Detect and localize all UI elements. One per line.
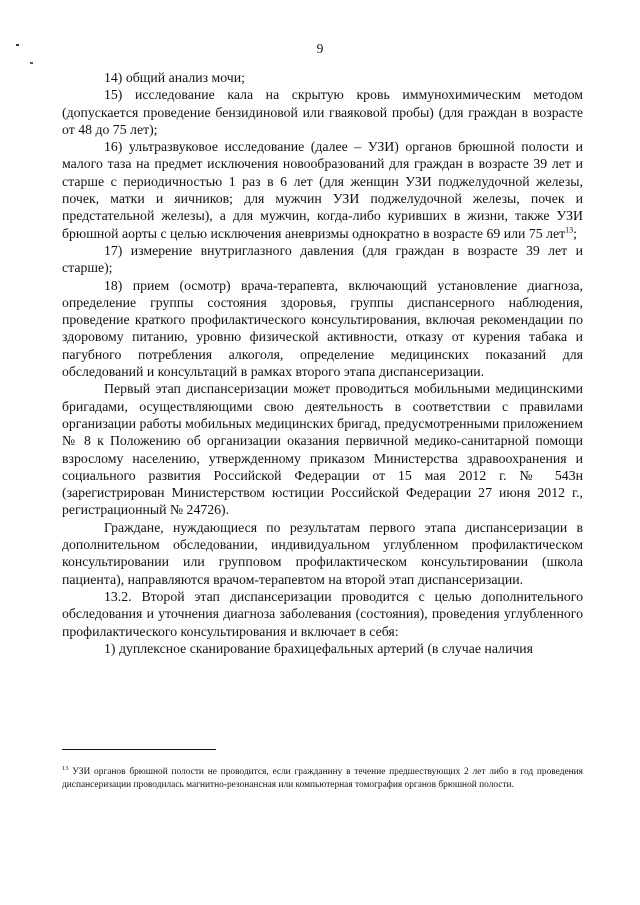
list-item-16: 16) ультразвуковое исследование (далее – УЗИ) органов брюшной полости и малого таза на предмет исключения новообразований для граждан в возрасте 39 лет и старше с периодичностью 1 раз в 6 лет (для женщин УЗИ поджелудочной железы, почек, матки и яичников; для мужчин УЗИ поджелудочной железы, почек и предстательной железы), а для мужчин, когда-либо куривших в жизни, также УЗИ брюшной аорты с целью исключения аневризмы однократно в возрасте 69 или 75 лет$^{13}$; bbox=[62, 139, 583, 241]
footnote bbox=[62, 766, 583, 791]
footnote-text: УЗИ органов брюшной полости не проводится, если гражданину в течение предшествующих 2 лет либо в год проведения диспансеризации проводилась магнитно-резонансная или компьютерная томография органов брюшной полости. bbox=[62, 767, 583, 790]
footnote-marker: 13 bbox=[62, 764, 69, 772]
list-item-15: 15) исследование кала на скрытую кровь иммунохимическим методом (допускается проведение бензидиновой или гваяковой пробы) (для граждан в возрасте от 48 до 75 лет); bbox=[62, 87, 583, 137]
document-body bbox=[62, 69, 583, 657]
list-item-18: 18) прием (осмотр) врача-терапевта, включающий установление диагноза, определение группы состояния здоровья, группы диспансерного наблюдения, проведение краткого профилактического консультирования, включая рекомендации по здоровому питанию, уровню физической активности, отказу от курения табака и пагубного потребления алкоголя, определение медицинских показаний для обследований и консультаций в рамках второго этапа диспансеризации. bbox=[62, 277, 583, 380]
footnote-divider bbox=[62, 749, 216, 750]
page-number: 9 bbox=[316, 41, 324, 56]
paragraph-mobile-teams: Первый этап диспансеризации может проводиться мобильными медицинскими бригадами, осуществляющими свою деятельность в соответствии с правилами организации работы мобильных медицинских бригад, предусмотренными приложением № 8 к Положению об организации оказания первичной медико-санитарной помощи взрослому населению, утвержденному приказом Министерства здравоохранения и социального развития Российской Федерации от 15 мая 2012 г. № 543н (зарегистрирован Министерством юстиции Российской Федерации 27 июня 2012 г., регистрационный № 24726). bbox=[62, 381, 583, 518]
list-item-14: 14) общий анализ мочи; bbox=[104, 70, 245, 85]
paragraph-referral: Граждане, нуждающиеся по результатам первого этапа диспансеризации в дополнительном обследовании, индивидуальном углубленном профилактическом консультировании или групповом профилактическом консультировании (школа пациента), направляются врачом-терапевтом на второй этап диспансеризации. bbox=[62, 519, 583, 587]
paragraph-second-stage: 13.2. Второй этап диспансеризации проводится с целью дополнительного обследования и уточнения диагноза заболевания (состояния), проведения углубленного профилактического консультирования и включает в себя: bbox=[62, 588, 583, 639]
list-item-17: 17) измерение внутриглазного давления (для граждан в возрасте 39 лет и старше); bbox=[62, 242, 583, 276]
footnote-reference[interactable]: 13 bbox=[565, 225, 574, 235]
scan-speck bbox=[30, 62, 33, 64]
list-item-1: 1) дуплексное сканирование брахицефальных артерий (в случае наличия bbox=[104, 640, 533, 656]
